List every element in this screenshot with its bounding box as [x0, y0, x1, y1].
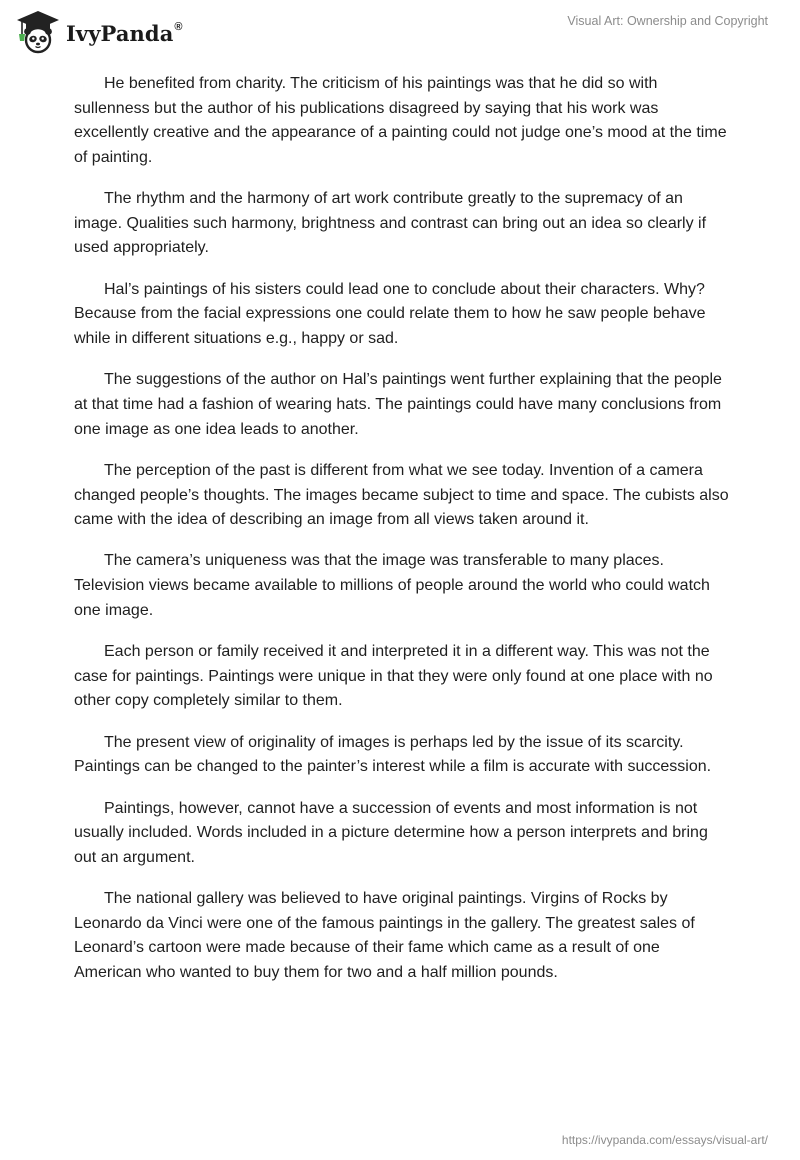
page-header	[0, 0, 800, 60]
ivypanda-logo[interactable]	[14, 8, 183, 56]
paragraph: The rhythm and the harmony of art work contribute greatly to the supremacy of an image. Qualities such harmony, brightness and contrast can bring out an idea so clearly if used appropriately.	[74, 190, 707, 257]
paragraph: The camera’s uniqueness was that the image was transferable to many places. Television views became available to millions of people around the world who could watch one image.	[74, 552, 710, 619]
essay-body	[74, 72, 729, 1002]
paragraph: Each person or family received it and interpreted it in a different way. This was not the case for paintings. Paintings were unique in that they were only found at one place with no other copy completely similar to them.	[74, 643, 713, 710]
paragraph: Paintings, however, cannot have a succession of events and most information is not usually included. Words included in a picture determine how a person interprets and bring out an argument.	[74, 799, 708, 866]
paragraph: Hal’s paintings of his sisters could lead one to conclude about their characters. Why? Because from the facial expressions one could relate them to how he saw people behave while in different situations e.g., happy or sad.	[74, 280, 706, 347]
registered-mark: ®	[174, 20, 183, 33]
paragraph: The present view of originality of images is perhaps led by the issue of its scarcity. Paintings can be changed to the painter’s interest while a film is accurate with succession.	[74, 733, 712, 776]
paragraph: The perception of the past is different from what we see today. Invention of a camera changed people’s thoughts. The images became subject to time and space. The cubists also came with the idea of describing an image from all views taken around it.	[74, 461, 729, 529]
source-url-link[interactable]: https://ivypanda.com/essays/visual-art/	[561, 1133, 768, 1147]
brand-name	[66, 21, 183, 46]
panda-graduation-cap-icon	[14, 8, 62, 56]
paragraph: The suggestions of the author on Hal’s paintings went further explaining that the people at that time had a fashion of wearing hats. The paintings could have many conclusions from one image as one idea leads to another.	[74, 371, 722, 438]
paragraph: He benefited from charity. The criticism of his paintings was that he did so with sullenness but the author of his publications disagreed by saying that his work was excellently creative and the appearance of a painting could not judge one’s mood at the time of painting.	[74, 75, 727, 166]
brand-name-text: IvyPanda	[66, 20, 174, 46]
paragraph: The national gallery was believed to have original paintings. Virgins of Rocks by Leonardo da Vinci were one of the famous paintings in the gallery. The greatest sales of Leonard’s cartoon were made because of their fame which came as a result of one American who wanted to buy them for two and a half million pounds.	[74, 890, 695, 981]
document-title: Visual Art: Ownership and Copyright	[567, 14, 768, 28]
